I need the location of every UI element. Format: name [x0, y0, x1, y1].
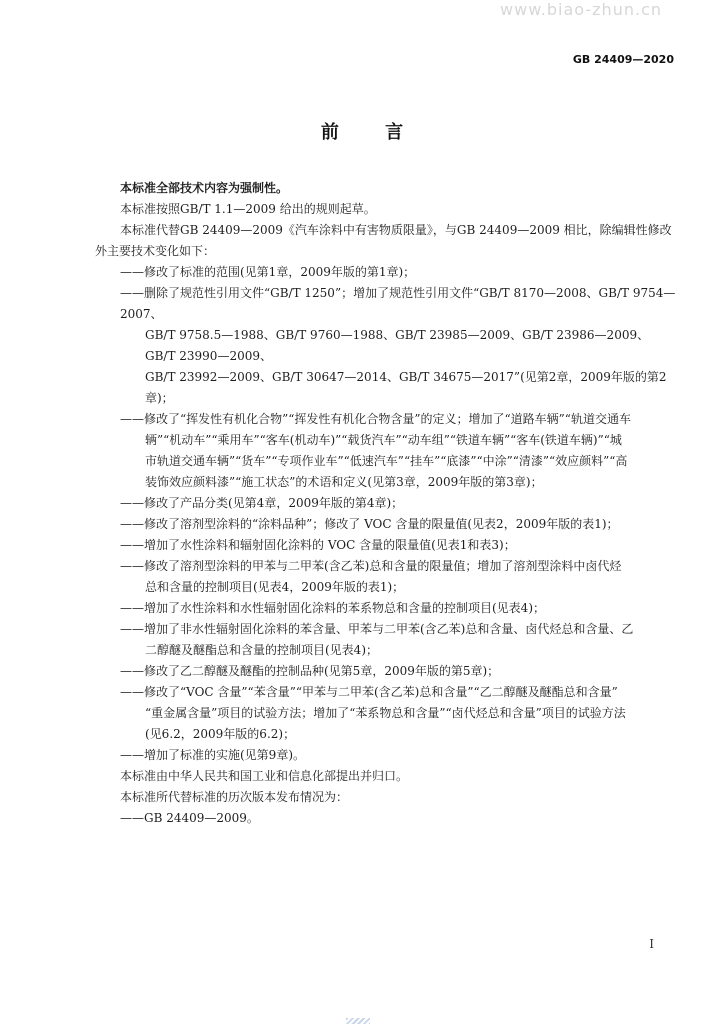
change-item-10: ——修改了乙二醇醚及醚酯的控制品种(见第5章，2009年版的第5章)；	[120, 664, 500, 678]
change-item-3-line1: ——修改了“挥发性有机化合物”“挥发性有机化合物含量”的定义；增加了“道路车辆”“轨道交通车	[120, 412, 631, 426]
change-item-1: ——修改了标准的范围(见第1章，2009年版的第1章)；	[120, 265, 416, 279]
change-item-2-line2: GB/T 9758.5—1988、GB/T 9760—1988、GB/T 23985—2009、GB/T 23986—2009、GB/T 23990—2009、	[145, 328, 650, 363]
paragraph-replacement-line1: 本标准代替GB 24409—2009《汽车涂料中有害物质限量》，与GB 24409—2009 相比，除编辑性修改	[120, 223, 672, 237]
paragraph-mandatory: 本标准全部技术内容为强制性。	[120, 181, 289, 195]
bottom-decoration	[346, 1018, 370, 1024]
paragraph-proposer: 本标准由中华人民共和国工业和信息化部提出并归口。	[120, 769, 409, 783]
change-item-3-line3: 市轨道交通车辆”“货车”“专项作业车”“低速汽车”“挂车”“底漆”“中涂”“清漆”“效应颜料”“高	[145, 454, 628, 468]
change-item-2-line1: ——删除了规范性引用文件“GB/T 1250”；增加了规范性引用文件“GB/T 8170—2008、GB/T 9754—2007、	[120, 286, 676, 321]
foreword-body	[95, 178, 676, 829]
change-item-6: ——增加了水性涂料和辐射固化涂料的 VOC 含量的限量值(见表1和表3)；	[120, 538, 516, 552]
change-item-8: ——增加了水性涂料和水性辐射固化涂料的苯系物总和含量的控制项目(见表4)；	[120, 601, 546, 615]
page-title: 前 言	[320, 122, 424, 143]
change-item-3-line4: 装饰效应颜料漆”“施工状态”的术语和定义(见第3章，2009年版的第3章)；	[145, 475, 543, 489]
change-item-4: ——修改了产品分类(见第4章，2009年版的第4章)；	[120, 496, 404, 510]
change-item-12: ——增加了标准的实施(见第9章)。	[120, 748, 305, 762]
paragraph-replacement-line2: 外主要技术变化如下：	[95, 244, 216, 258]
change-item-3-line2: 辆”“机动车”“乘用车”“客车(机动车)”“载货汽车”“动车组”“铁道车辆”“客车(铁道车辆)”“城	[145, 433, 622, 447]
change-item-7-line1: ——修改了溶剂型涂料的甲苯与二甲苯(含乙苯)总和含量的限量值；增加了溶剂型涂料中卤代烃	[120, 559, 622, 573]
change-item-7-line2: 总和含量的控制项目(见表4，2009年版的表1)；	[145, 580, 405, 594]
change-item-11-line2: “重金属含量”项目的试验方法；增加了“苯系物总和含量”“卤代烃总和含量”项目的试验方法	[145, 706, 626, 720]
change-item-9-line2: 二醇醚及醚酯总和含量的控制项目(见表4)；	[145, 643, 378, 657]
change-item-11-line1: ——修改了“VOC 含量”“苯含量”“甲苯与二甲苯(含乙苯)总和含量”“乙二醇醚及醚酯总和含量”	[120, 685, 618, 699]
page-number: I	[649, 937, 654, 951]
standard-number: GB 24409—2020	[572, 53, 674, 66]
change-item-9-line1: ——增加了非水性辐射固化涂料的苯含量、甲苯与二甲苯(含乙苯)总和含量、卤代烃总和含量、乙	[120, 622, 634, 636]
paragraph-drafting-rule: 本标准按照GB/T 1.1—2009 给出的规则起草。	[120, 202, 376, 216]
change-item-2-line3: GB/T 23992—2009、GB/T 30647—2014、GB/T 34675—2017”(见第2章，2009年版的第2章)；	[145, 370, 667, 405]
change-item-5: ——修改了溶剂型涂料的“涂料品种”；修改了 VOC 含量的限量值(见表2，2009年版的表1)；	[120, 517, 619, 531]
history-item-1: ——GB 24409—2009。	[120, 811, 259, 825]
paragraph-history: 本标准所代替标准的历次版本发布情况为：	[120, 790, 349, 804]
watermark-text: www.biao-zhun.cn	[500, 0, 662, 19]
change-item-11-line3: (见6.2，2009年版的6.2)；	[145, 727, 296, 741]
